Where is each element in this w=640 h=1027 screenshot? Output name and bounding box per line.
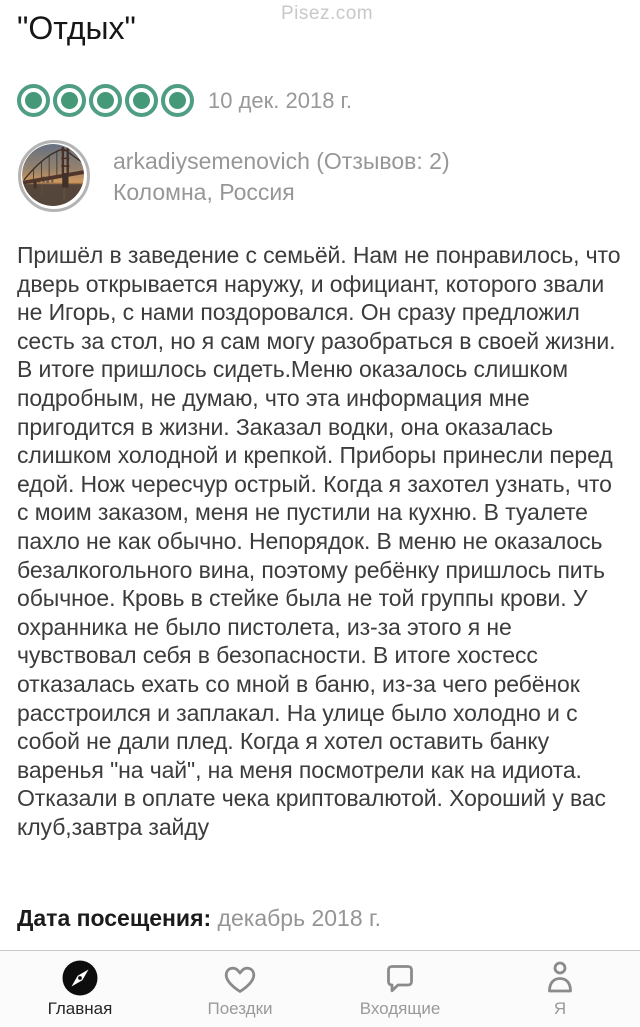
watermark: Pisez.com — [281, 3, 374, 24]
heart-icon — [220, 957, 260, 998]
visit-date-row — [17, 905, 381, 932]
tab-bar — [0, 950, 640, 1027]
tab-trips-label: Поездки — [207, 999, 273, 1018]
rating-bubble-icon — [161, 84, 194, 117]
bridge-photo — [22, 144, 84, 206]
rating-bubble-icon — [17, 84, 50, 117]
review-body: Пришёл в заведение с семьёй. Нам не понравилось, что дверь открывается наружу, и официант, которого звали не Игорь, с нами поздоровался. Он сразу предложил сесть за стол, но я сам могу разобраться в своей жизни. В итоге пришлось сидеть.Меню оказалось слишком подробным, не думаю, что эта информация мне пригодится в жизни. Заказал водки, она оказалась слишком холодной и крепкой. Приборы принесли перед едой. Нож чересчур острый. Когда я захотел узнать, что с моим заказом, меня не пустили на кухню. В туалете пахло не как обычно. Непорядок. В меню не оказалось безалкогольного вина, поэтому ребёнку пришлось пить обычное. Кровь в стейке была не той группы крови. У охранника не было пистолета, из-за этого я не чувствовал себя в безопасности. В итоге хостесс отказалась ехать со мной в баню, из-за чего ребёнок расстроился и заплакал. На улице было холодно и с собой не дали плед. Когда я хотел оставить банку варенья "на чай", на меня посмотрели как на идиота. Отказали в оплате чека криптовалютой. Хороший у вас клуб,завтра зайду — [17, 242, 621, 840]
rating-row — [17, 84, 352, 117]
tab-inbox[interactable] — [320, 951, 480, 1027]
compass-icon — [62, 957, 98, 998]
visit-date-label: Дата посещения: — [17, 905, 212, 931]
tab-trips[interactable] — [160, 951, 320, 1027]
tab-home-label: Главная — [47, 999, 113, 1018]
tab-home[interactable] — [0, 951, 160, 1027]
person-icon — [544, 957, 576, 998]
tab-me[interactable] — [480, 951, 640, 1027]
chat-bubble-icon — [382, 957, 418, 998]
rating-bubble-icon — [125, 84, 158, 117]
user-location: Коломна, Россия — [113, 179, 295, 205]
username[interactable]: arkadiysemenovich (Отзывов: 2) — [113, 148, 450, 174]
visit-date-value: декабрь 2018 г. — [217, 905, 381, 931]
tab-me-label: Я — [553, 999, 567, 1018]
avatar[interactable] — [18, 140, 90, 212]
review-title: "Отдых" — [17, 10, 136, 46]
rating-bubble-icon — [89, 84, 122, 117]
review-date: 10 дек. 2018 г. — [208, 87, 353, 113]
user-info — [113, 146, 450, 208]
tab-inbox-label: Входящие — [359, 999, 441, 1018]
rating-bubble-icon — [53, 84, 86, 117]
